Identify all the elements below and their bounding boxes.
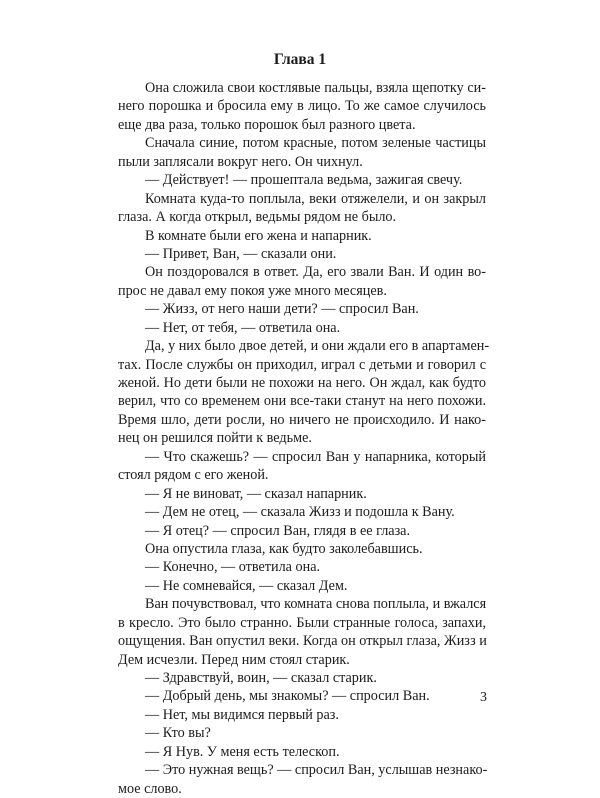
text-line: — Нет, мы видимся первый раз.: [145, 706, 339, 723]
text-line: — Добрый день, мы знакомы? — спросил Ван.: [145, 688, 430, 705]
text-line: нец он решился пойти к ведьме.: [118, 430, 312, 447]
text-line: Комната куда-то поплыла, веки отяжелели, и он закрыл: [145, 190, 486, 207]
text-line: — Нет, от тебя, — ответила она.: [145, 319, 341, 336]
text-line: глаза. А когда открыл, ведьмы рядом не было.: [118, 209, 397, 226]
text-line: В комнате были его жена и напарник.: [145, 227, 372, 244]
text-line: — Я не виноват, — сказал напарник.: [145, 485, 367, 502]
text-line: — Дем не отец, — сказала Жизз и подошла к Вану.: [145, 504, 455, 521]
text-line: — Здравствуй, воин, — сказал старик.: [145, 670, 377, 686]
text-line: — Я отец? — спросил Ван, глядя в ее глаза.: [145, 522, 411, 539]
text-line: женой. Но дети были не похожи на него. Он ждал, как будто: [118, 375, 486, 391]
text-line: — Привет, Ван, — сказали они.: [145, 245, 337, 262]
text-line: прос не давал ему покоя уже много месяцев.: [118, 282, 387, 299]
text-line: — Конечно, — ответила она.: [145, 559, 321, 576]
text-line: Время шло, дети росли, но ничего не происходило. И нако-: [118, 411, 486, 428]
text-line: Он поздоровался в ответ. Да, его звали Ван. И один во-: [145, 264, 486, 281]
text-line: еще два раза, только порошок был разного цвета.: [118, 116, 416, 133]
text-line: ощущения. Ван опустил веки. Когда он открыл глаза, Жизз и: [118, 633, 487, 650]
text-line: Она сложила свои костлявые пальцы, взяла щепотку си-: [145, 80, 486, 96]
text-line: — Действует! — прошептала ведьма, зажигая свечу.: [145, 172, 463, 189]
text-line: Сначала синие, потом красные, потом зеленые частицы: [145, 135, 486, 152]
text-line: в кресло. Это было странно. Были странные голоса, запахи,: [118, 614, 486, 631]
text-line: Она опустила глаза, как будто заколебавшись.: [145, 540, 423, 557]
page-number: 3: [480, 690, 487, 705]
text-line: Ван почувствовал, что комната снова поплыла, и вжался: [145, 596, 487, 613]
text-line: — Кто вы?: [145, 725, 211, 742]
text-line: тах. После службы он приходил, играл с детьми и говорил с: [118, 356, 486, 373]
text-line: — Не сомневайся, — сказал Дем.: [145, 577, 348, 594]
text-line: — Я Нув. У меня есть телескоп.: [145, 743, 340, 760]
text-line: мое слово.: [118, 780, 182, 797]
text-line: — Жизз, от него наши дети? — спросил Ван.: [145, 301, 419, 318]
text-line: верил, что со временем они все-таки станут на него похожи.: [118, 393, 486, 410]
text-line: — Это нужная вещь? — спросил Ван, услышав незнако-: [145, 762, 488, 779]
text-line: Дем исчезли. Перед ним стоял старик.: [118, 651, 350, 668]
text-line: Да, у них было двое детей, и они ждали его в апартамен-: [145, 338, 490, 355]
text-line: — Что скажешь? — спросил Ван у напарника, который: [145, 448, 486, 465]
text-line: него порошка и бросила ему в лицо. То же самое случилось: [118, 98, 486, 115]
text-line: стоял рядом с его женой.: [118, 467, 269, 484]
text-line: пыли заплясали вокруг него. Он чихнул.: [118, 153, 363, 170]
chapter-title: Глава 1: [273, 51, 327, 68]
